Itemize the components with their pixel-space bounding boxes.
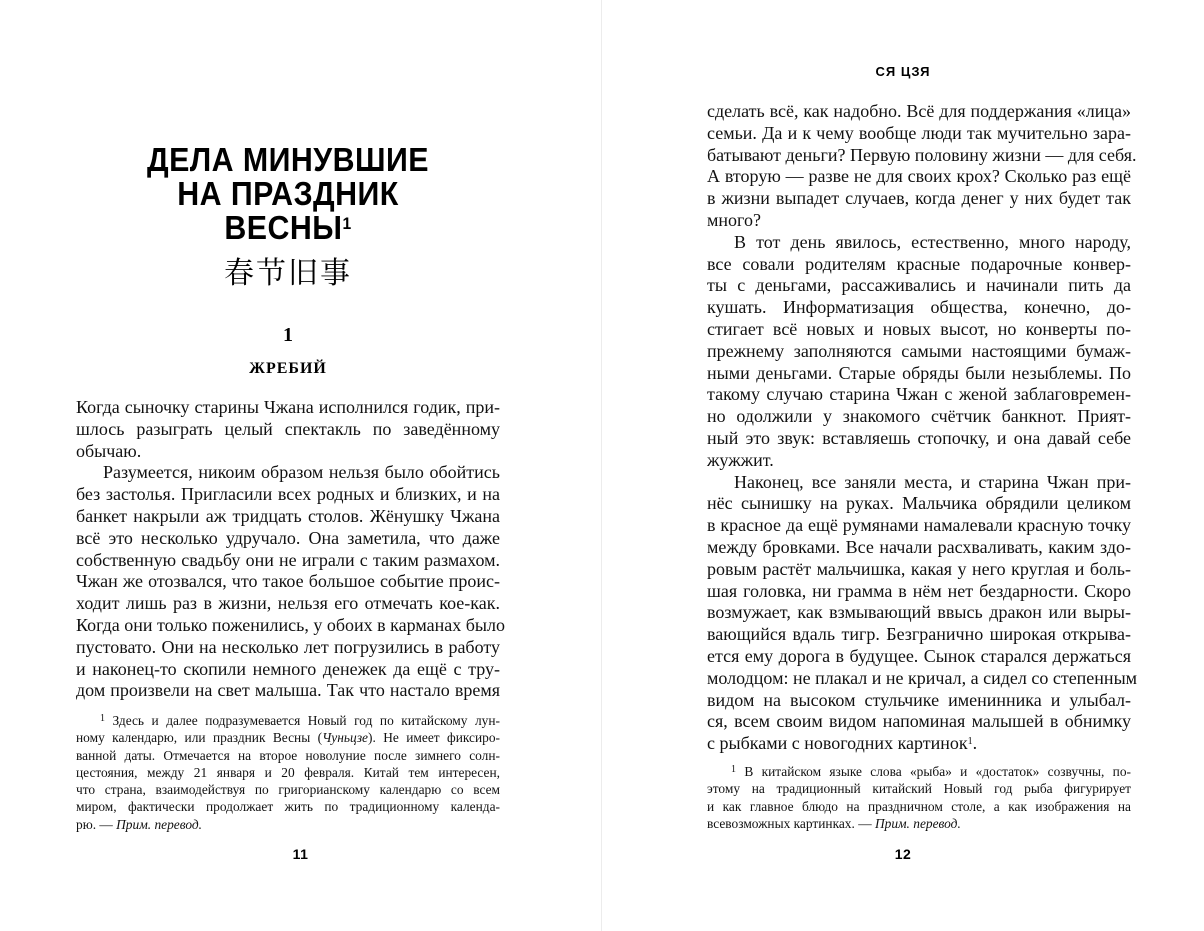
chinese-title: 春节旧事 — [224, 256, 352, 291]
text-line: шая головка, ни грамма в нём нет бездарности. Скоро — [707, 580, 1131, 601]
text-line: между бровками. Все начали расхваливать, каким здо- — [707, 536, 1131, 557]
body-text — [707, 101, 1138, 755]
text-line: собственную свадьбу они не играли с таким размахом. — [76, 549, 500, 570]
text-line: все совали родителям красные подарочные конвер- — [707, 253, 1131, 274]
running-head: СЯ ЦЗЯ — [875, 64, 931, 79]
footnote-line: этому на традиционный китайский Новый год рыба фигурирует — [707, 781, 1131, 797]
text-line: А вторую — разве не для своих крох? Сколько раз ещё — [707, 166, 1131, 187]
text-line: вающийся вдаль тигр. Безгранично широкая открыва- — [707, 624, 1131, 645]
chapter-title-line — [93, 211, 483, 245]
text-line: много? — [707, 209, 761, 230]
text-line: ходит лишь раз в жизни, нельзя его отмечать кое-как. — [76, 593, 500, 614]
chapter-title — [93, 143, 483, 245]
text-line: семьи. Да и к чему вообще люди так мучительно зара- — [707, 122, 1131, 143]
footnote-line: $^1$ В китайском языке слова «рыба» и «достаток» созвучны, по- — [731, 764, 1131, 779]
chapter-title-line: НА ПРАЗДНИК — [177, 175, 399, 212]
text-line: шлось разыграть целый спектакль по заведённому — [76, 418, 500, 439]
text-line: ется ему дорога в будущее. Сынок старался держаться — [707, 645, 1131, 666]
translator-note: Прим. перевод. — [874, 815, 961, 831]
text-line: Когда они только поженились, у обоих в карманах было — [76, 614, 505, 635]
text-line: и наконец-то скопили немного денежек да ещё с тру- — [76, 658, 500, 679]
translator-note: Прим. перевод. — [116, 816, 202, 832]
text-line: ты с деньгами, рассаживались и начинали пить да — [707, 275, 1131, 296]
text-line: сделать всё, как надобно. Всё для поддержания «лица» — [707, 101, 1131, 121]
text-line: пустовато. Они на несколько лет погрузились в работу — [76, 636, 500, 657]
text-line: жужжит. — [707, 449, 774, 470]
footnote-line: и как главное блюдо на праздничном столе, а как изображения на — [707, 798, 1131, 814]
footnote — [707, 763, 1131, 832]
footnote-line: всевозможных картинках. — Прим. перевод. — [707, 815, 961, 831]
footnote-line: миром, фактически продолжает жить по традиционному календа- — [76, 799, 500, 815]
footnote-reference: 1 — [342, 214, 352, 233]
text-line: обычаю. — [76, 440, 142, 461]
text-line: дом произвели на свет малыша. Так что настало время — [76, 680, 500, 701]
footnote-mark: 1 — [100, 713, 105, 724]
text-line: прежнему заполняются самыми настоящими бумаж- — [707, 340, 1131, 361]
text-line: в жизни выпадет случаев, когда денег у них будет так — [707, 188, 1131, 209]
footnote-line: цестояния, между 21 января и 20 февраля. Китай тем интересен, — [76, 764, 500, 780]
text-line: кушать. Информатизация общества, конечно, до- — [707, 297, 1131, 318]
text-line: молодцом: не плакал и не кричал, а сидел со степенным — [707, 667, 1138, 688]
body-text — [76, 397, 505, 702]
text-line: но одолжили у знакомого счётчик банкнот. Прият- — [707, 406, 1131, 427]
footnote-line: рю. — Прим. перевод. — [76, 816, 202, 832]
footnote-line: ванной даты. Отмечается на второе новолуние после зимнего солн- — [76, 747, 500, 763]
footnote-mark: 1 — [731, 764, 736, 775]
footnote-italic-term: Чуньцзе — [322, 730, 368, 746]
text-line: стигает всё новых и новых высот, но конверты по- — [707, 318, 1131, 339]
text-line: Чжан же отозвался, что такое большое событие проис- — [76, 571, 500, 592]
text-line: Разумеется, никоим образом нельзя было обойтись — [103, 462, 500, 483]
text-line: В тот день явилось, естественно, много народу, — [734, 231, 1131, 252]
right-page — [602, 0, 1204, 931]
footnote — [76, 712, 500, 833]
left-page — [0, 0, 601, 931]
footnote-reference: 1 — [967, 736, 973, 748]
section-number: 1 — [283, 324, 293, 346]
text-line: ный это звук: вставляешь стопочку, и она давай себе — [707, 427, 1131, 448]
chapter-title-line: ДЕЛА МИНУВШИЕ — [147, 141, 429, 178]
text-line: Когда сыночку старины Чжана исполнился годик, при- — [76, 397, 500, 417]
footnote-line: $^1$ Здесь и далее подразумевается Новый год по китайскому лун- — [100, 713, 500, 728]
text-line: возмужает, как взмывающий ввысь дракон или выры- — [707, 602, 1131, 623]
page-number: 11 — [292, 846, 309, 862]
text-line: ся, всем своим видом напоминая малышей в обнимку — [707, 711, 1131, 732]
text-line: видом на высоком стульчике именинника и улыбал- — [707, 689, 1131, 710]
footnote-line: что страна, взаимодействуя по григорианскому календарю со всем — [76, 782, 500, 798]
text-line: ными деньгами. Старые обряды были незыблемы. По — [707, 362, 1131, 383]
chapter-title-text: ВЕСНЫ — [224, 209, 343, 246]
text-line: Наконец, все заняли места, и старина Чжан при- — [734, 471, 1131, 492]
text-line: в красное да ещё румянами намалевали красную точку — [707, 515, 1131, 536]
footnote-line: ному календарю, или праздник Весны (Чуньцзе). Не имеет фиксиро- — [76, 730, 500, 746]
text-line: такому случаю старина Чжан с женой заблаговремен- — [707, 384, 1131, 405]
text-line: без застолья. Пригласили всех родных и близких, и на — [76, 484, 500, 505]
page-number: 12 — [894, 846, 912, 862]
text-line: нёс сынишку на руках. Мальчика обрядили целиком — [707, 493, 1131, 514]
text-line: банкет накрыли аж тридцать столов. Жёнушку Чжана — [76, 505, 500, 526]
text-line: батывают деньги? Первую половину жизни — для себя. — [707, 144, 1137, 165]
text-line: ровым растёт мальчишка, какая у него круглая и боль- — [707, 558, 1131, 579]
text-line: всё это несколько удручало. Она заметила, что даже — [76, 527, 500, 548]
text-line: с рыбками с новогодних картинок$^1$. — [707, 733, 978, 754]
section-title: ЖРЕБИЙ — [249, 360, 327, 377]
